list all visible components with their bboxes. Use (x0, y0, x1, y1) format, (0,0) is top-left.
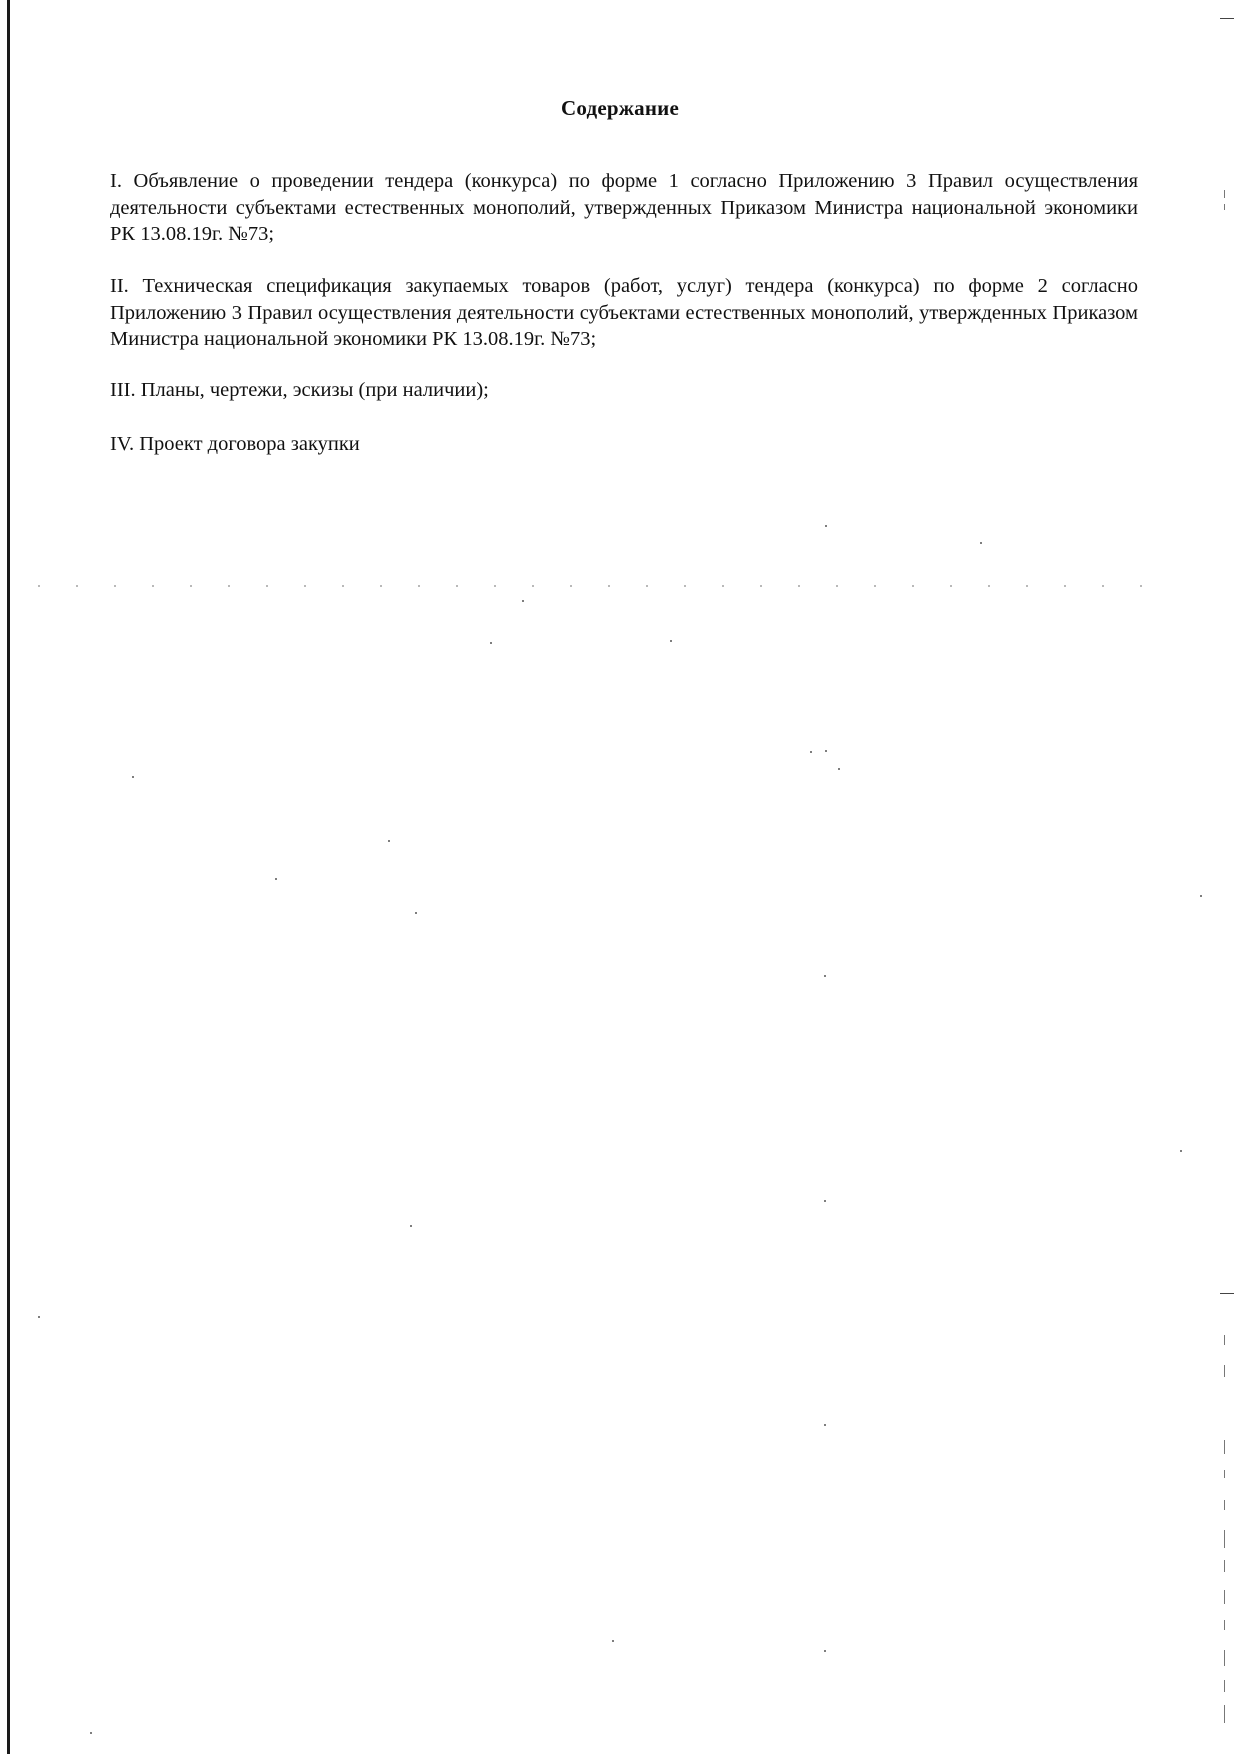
scan-speck (132, 776, 134, 778)
document-title: Содержание (561, 96, 679, 120)
contents-item-1: I. Объявление о проведении тендера (конкурса) по форме 1 согласно Приложению 3 Правил осуществления деятельности субъектами естественных монополий, утвержденных Приказом Министра национальной экономики РК 13.08.19г. №73; (110, 170, 1138, 245)
scan-speck (825, 750, 827, 752)
scan-margin-mark (1224, 204, 1225, 210)
scan-margin-mark (1220, 18, 1234, 19)
scan-speck (415, 912, 417, 914)
scan-speck (824, 1200, 826, 1202)
scan-margin-mark (1224, 1365, 1225, 1377)
scan-speck (410, 1225, 412, 1227)
scan-margin-mark (1224, 190, 1225, 198)
scan-binding-edge (7, 0, 10, 1754)
scan-speck (275, 878, 277, 880)
scan-margin-mark (1224, 1560, 1225, 1572)
scan-speck (810, 751, 812, 753)
scan-margin-mark (1220, 1293, 1234, 1294)
scan-speck (38, 1316, 40, 1318)
scan-margin-mark (1224, 1620, 1225, 1630)
scan-speck (1180, 1150, 1182, 1152)
contents-item-2: II. Техническая спецификация закупаемых товаров (работ, услуг) тендера (конкурса) по форме 2 согласно Приложению 3 Правил осуществления деятельности субъектами естественных монополий, утвержденных Приказом Министра национальной экономики РК 13.08.19г. №73; (110, 275, 1138, 350)
scan-margin-mark (1224, 1680, 1225, 1692)
scan-speck (824, 1650, 826, 1652)
scan-speck (388, 840, 390, 842)
scan-speck (825, 525, 827, 527)
scan-speck (670, 640, 672, 642)
contents-item-4: IV. Проект договора закупки (110, 433, 360, 455)
scan-speck (824, 1424, 826, 1426)
scan-margin-mark (1224, 1335, 1225, 1345)
scan-speck (490, 642, 492, 644)
scan-speck (980, 542, 982, 544)
scan-speck (838, 768, 840, 770)
scan-speck (824, 975, 826, 977)
scan-dotted-line (20, 585, 1160, 587)
scan-margin-mark (1224, 1470, 1225, 1478)
scan-margin-mark (1224, 1705, 1225, 1723)
scan-margin-mark (1224, 1590, 1225, 1604)
contents-item-3: III. Планы, чертежи, эскизы (при наличии); (110, 379, 489, 401)
scan-speck (612, 1640, 614, 1642)
scan-margin-mark (1224, 1650, 1225, 1666)
scan-speck (90, 1732, 92, 1734)
scan-margin-mark (1224, 1530, 1225, 1548)
scan-speck (522, 600, 524, 602)
scan-margin-mark (1224, 1500, 1225, 1510)
scan-speck (1200, 895, 1202, 897)
scan-margin-mark (1224, 1440, 1225, 1454)
